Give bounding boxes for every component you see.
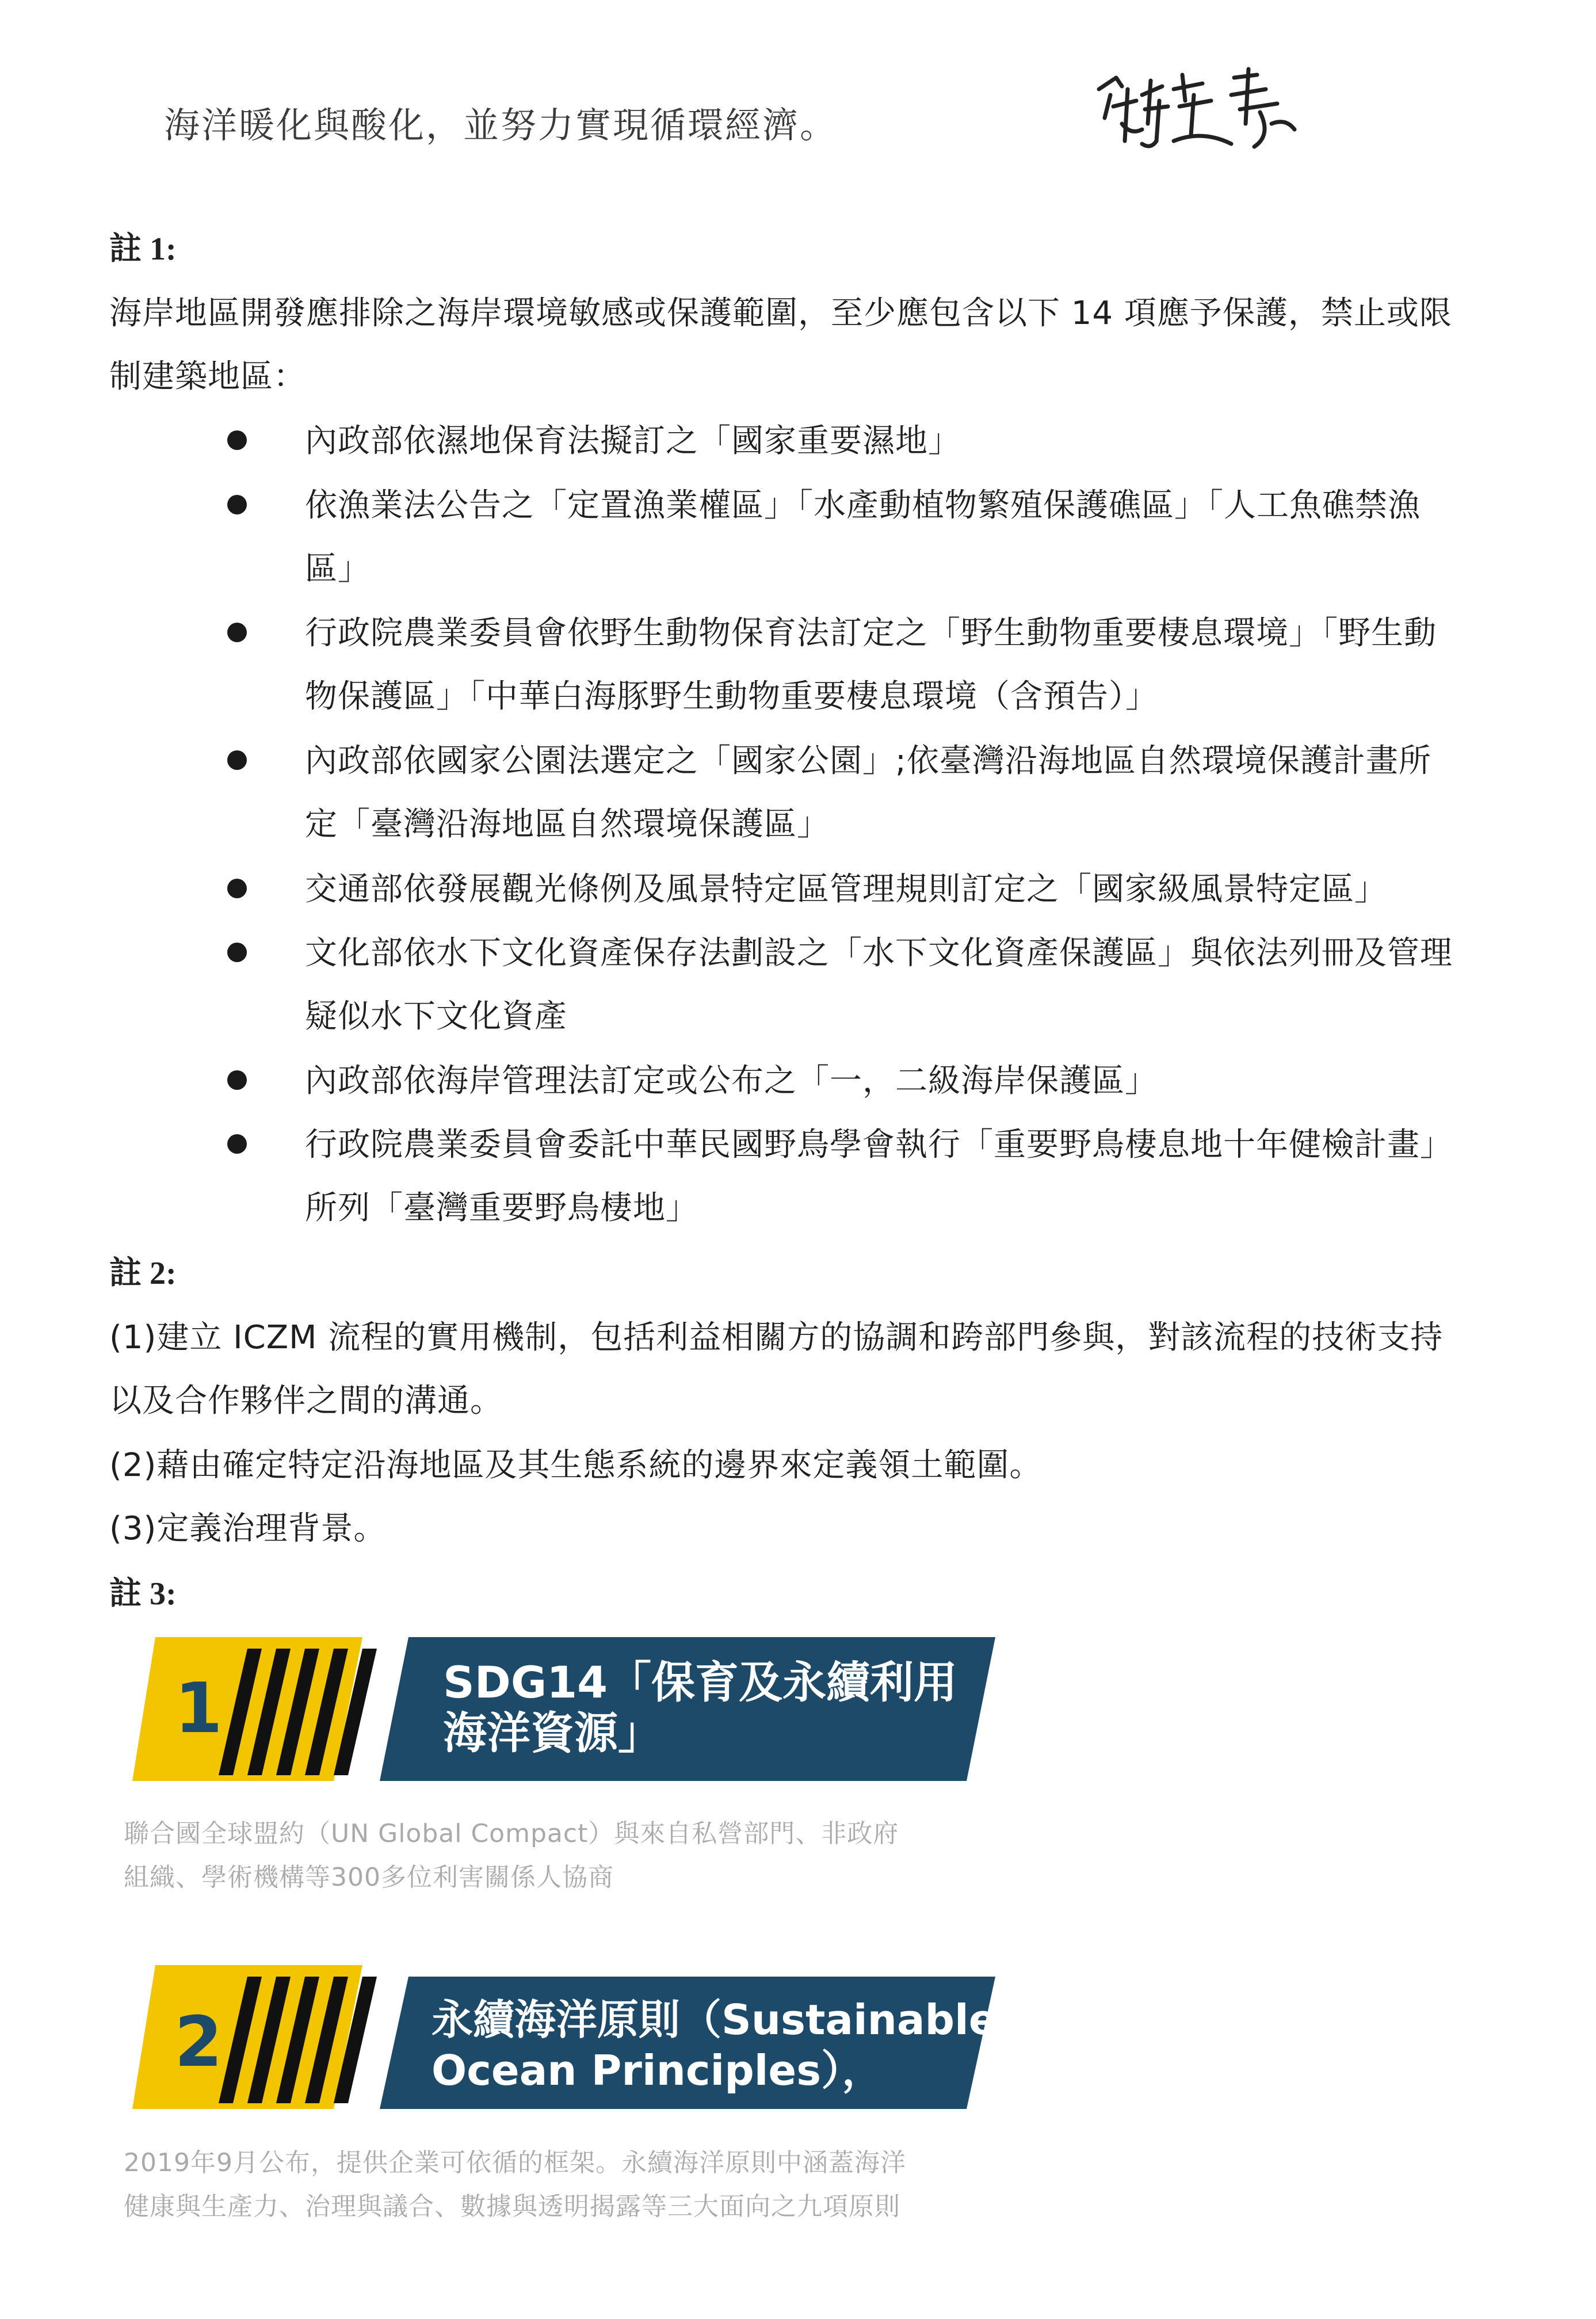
- handwritten-signature: [1087, 55, 1318, 158]
- card2-number: 2: [174, 2003, 223, 2082]
- card2-desc-line: 健康與生產力、治理與議合、數據與透明揭露等三大面向之九項原則: [124, 2192, 900, 2221]
- card2-desc-line: 2019年9月公布，提供企業可依循的框架。永續海洋原則中涵蓋海洋: [124, 2148, 906, 2177]
- bullet-dot: [227, 623, 247, 642]
- note2-line: (1)建立 ICZM 流程的實用機制，包括利益相關方的協調和跨部門參與，對該流程的技術支持: [109, 1319, 1444, 1356]
- bullet-item: 依漁業法公告之「定置漁業權區」「水產動植物繁殖保護礁區」「人工魚礁禁漁: [305, 487, 1421, 524]
- bullet-item-continued: 定「臺灣沿海地區自然環境保護區」: [305, 806, 830, 843]
- note1-heading: 註 1:: [109, 231, 177, 267]
- bullet-dot: [227, 943, 247, 962]
- note2-line: (2)藉由確定特定沿海地區及其生態系統的邊界來定義領土範圍。: [109, 1447, 1043, 1484]
- bullet-item: 行政院農業委員會依野生動物保育法訂定之「野生動物重要棲息環境」「野生動: [305, 615, 1437, 652]
- note1-intro-line: 海岸地區開發應排除之海岸環境敏感或保護範圍，至少應包含以下 14 項應予保護，禁止或限: [109, 295, 1452, 332]
- bullet-item: 文化部依水下文化資產保存法劃設之「水下文化資產保護區」與依法列冊及管理: [305, 935, 1453, 972]
- bullet-dot: [227, 1070, 247, 1090]
- bullet-item-continued: 疑似水下文化資產: [305, 998, 567, 1035]
- card1-desc-line: 聯合國全球盟約（UN Global Compact）與來自私營部門、非政府: [124, 1819, 899, 1848]
- top-line-text: 海洋暖化與酸化，並努力實現循環經濟。: [164, 104, 838, 146]
- note2-line: (3)定義治理背景。: [109, 1510, 387, 1547]
- bullet-item-continued: 區」: [305, 550, 371, 588]
- bullet-dot: [227, 879, 247, 898]
- bullet-item-continued: 所列「臺灣重要野鳥棲地」: [305, 1189, 698, 1227]
- bullet-item: 內政部依濕地保育法擬訂之「國家重要濕地」: [305, 422, 961, 460]
- bullet-item: 交通部依發展觀光條例及風景特定區管理規則訂定之「國家級風景特定區」: [305, 871, 1387, 908]
- bullet-item-continued: 物保護區」「中華白海豚野生動物重要棲息環境（含預告）」: [305, 678, 1158, 715]
- card1-desc-line: 組織、學術機構等300多位利害關係人協商: [124, 1863, 614, 1892]
- note2-heading: 註 2:: [109, 1256, 177, 1291]
- note2-line: 以及合作夥伴之間的溝通。: [109, 1382, 503, 1420]
- card2-title-line: 永續海洋原則（Sustainable: [432, 1996, 997, 2044]
- bullet-dot: [227, 495, 247, 514]
- bullet-dot: [227, 750, 247, 770]
- bullet-item: 內政部依海岸管理法訂定或公布之「一，二級海岸保護區」: [305, 1062, 1158, 1100]
- bullet-dot: [227, 430, 247, 450]
- card1-number: 1: [174, 1669, 223, 1749]
- card1-title-line: SDG14「保育及永續利用: [443, 1657, 957, 1708]
- bullet-item: 行政院農業委員會委託中華民國野鳥學會執行「重要野鳥棲息地十年健檢計畫」: [305, 1126, 1453, 1164]
- card1-title-line: 海洋資源」: [443, 1707, 662, 1759]
- bullet-item: 內政部依國家公園法選定之「國家公園」;依臺灣沿海地區自然環境保護計畫所: [305, 742, 1431, 780]
- note1-intro-line: 制建築地區：: [109, 358, 306, 395]
- card2-title-line: Ocean Principles），: [432, 2046, 884, 2095]
- note3-heading: 註 3:: [109, 1576, 177, 1612]
- bullet-dot: [227, 1134, 247, 1154]
